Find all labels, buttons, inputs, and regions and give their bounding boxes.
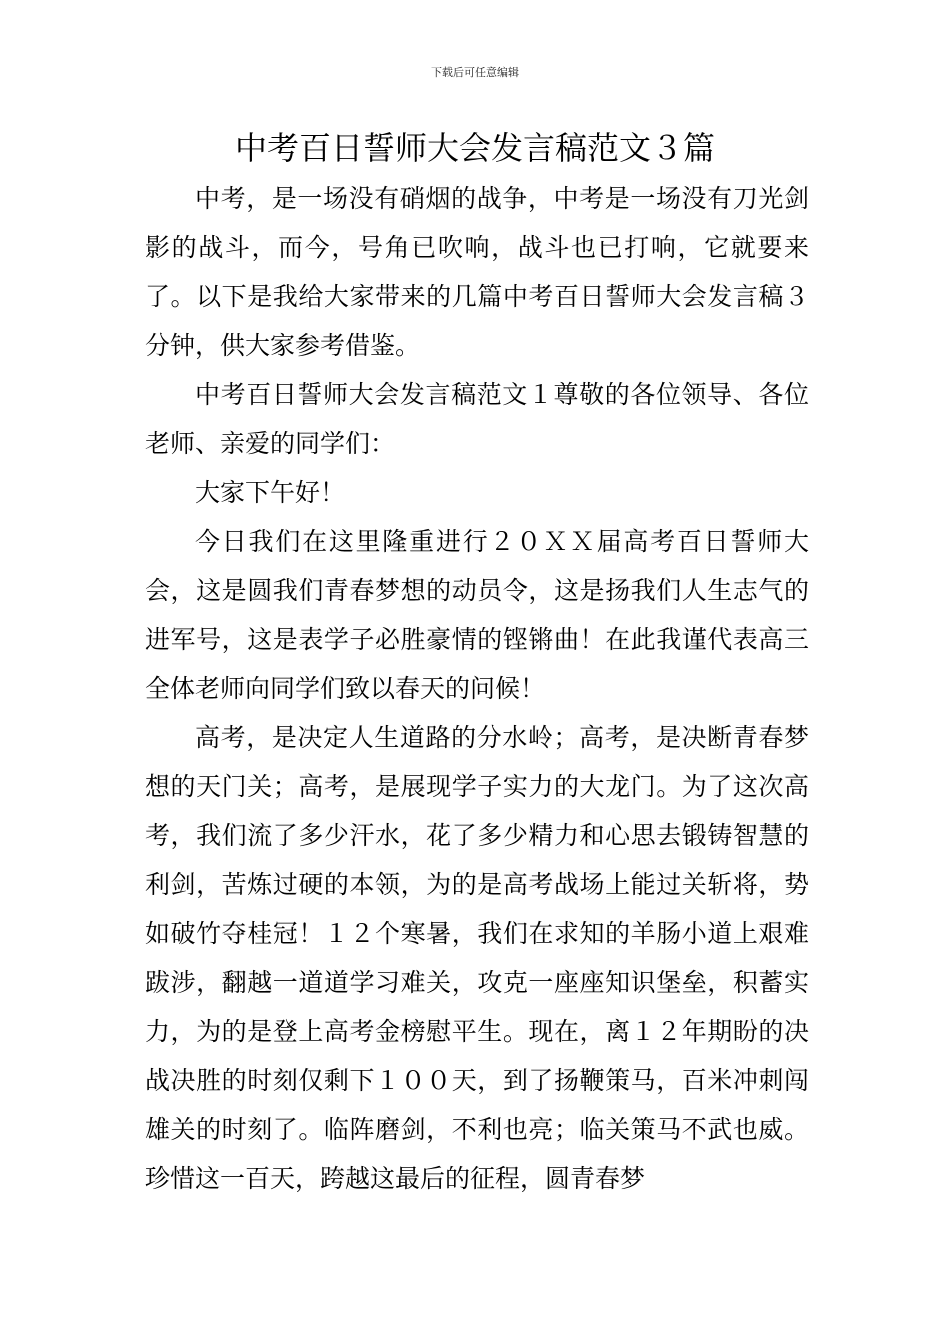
body-paragraph: 高考，是决定人生道路的分水岭；高考，是决断青春梦想的天门关；高考，是展现学子实力的大龙门。为了这次高考，我们流了多少汗水，花了多少精力和心思去锻铸智慧的利剑，苦炼过硬的本领，为的是高考战场上能过关斩将，势如破竹夺桂冠！１２个寒暑，我们在求知的羊肠小道上艰难跋涉，翻越一道道学习难关，攻克一座座知识堡垒，积蓄实力，为的是登上高考金榜慰平生。现在，离１２年期盼的决战决胜的时刻仅剩下１００天，到了扬鞭策马，百米冲刺闯雄关的时刻了。临阵磨剑，不利也亮；临关策马不武也威。珍惜这一百天，跨越这最后的征程，圆青春梦 [145, 723, 809, 1193]
salutation-paragraph: 中考百日誓师大会发言稿范文１尊敬的各位领导、各位老师、亲爱的同学们： [145, 380, 809, 458]
document-body [145, 174, 809, 1203]
greeting-paragraph: 大家下午好！ [195, 478, 346, 507]
page-header: 下载后可任意编辑 [431, 66, 519, 79]
document-title: 中考百日誓师大会发言稿范文３篇 [234, 129, 715, 167]
intro-paragraph: 中考，是一场没有硝烟的战争，中考是一场没有刀光剑影的战斗，而今，号角已吹响，战斗也已打响，它就要来了。以下是我给大家带来的几篇中考百日誓师大会发言稿３分钟，供大家参考借鉴。 [145, 184, 809, 360]
body-paragraph: 今日我们在这里隆重进行２０ＸＸ届高考百日誓师大会，这是圆我们青春梦想的动员令，这是扬我们人生志气的进军号，这是表学子必胜豪情的铿锵曲！在此我谨代表高三全体老师向同学们致以春天的问候！ [145, 527, 809, 703]
